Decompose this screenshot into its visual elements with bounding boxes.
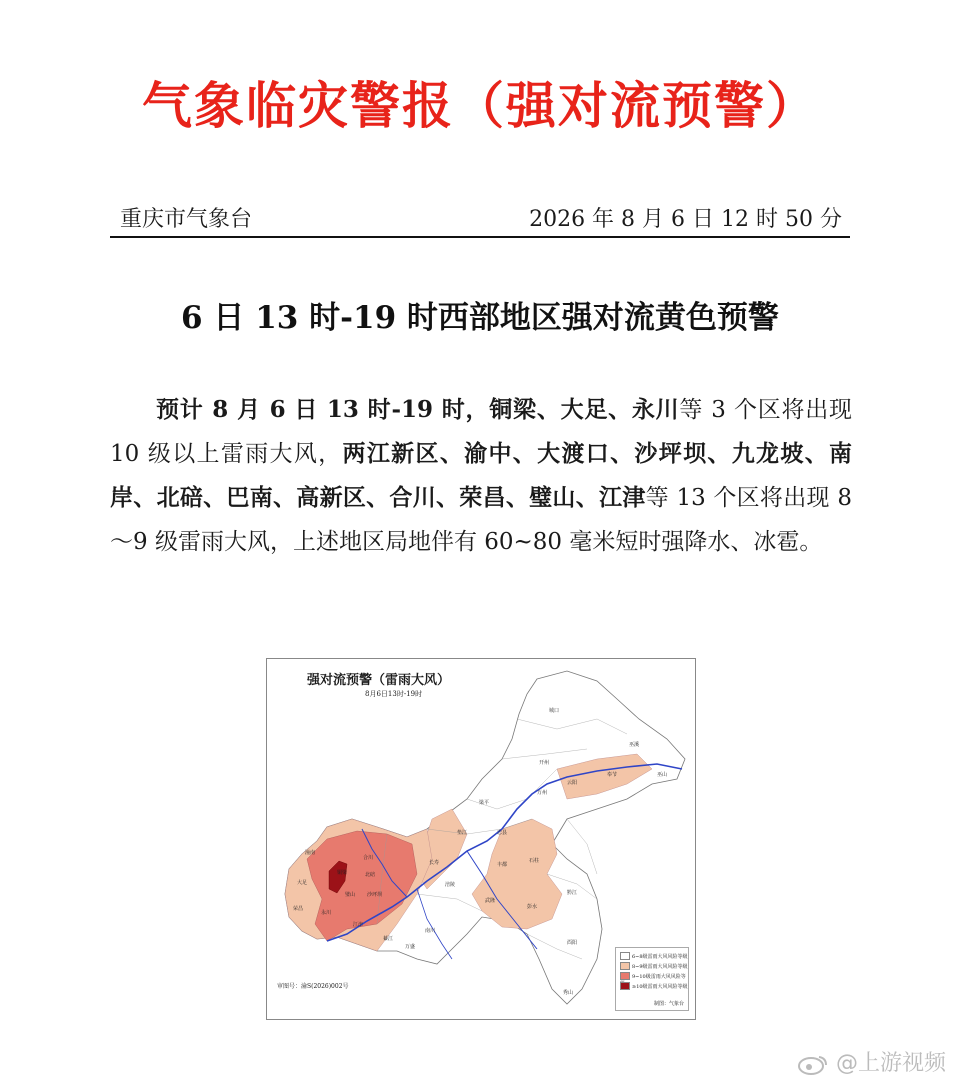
place-label: 涪陵 — [445, 882, 456, 888]
place-label: 垫江 — [457, 830, 468, 836]
place-label: 黔江 — [567, 890, 578, 896]
place-label: 荣昌 — [293, 906, 304, 912]
issue-time: 2026 年 8 月 6 日 12 时 50 分 — [529, 207, 842, 232]
place-label: 万州 — [537, 790, 548, 796]
legend-label: ≥10级雷雨大风风险等级 — [632, 983, 688, 990]
map-credit: 审图号：渝S(2026)002号 — [277, 983, 349, 990]
legend-item — [620, 972, 688, 979]
place-label: 巫山 — [657, 772, 668, 778]
legend-swatch — [620, 982, 630, 990]
place-label: 梁平 — [479, 800, 490, 806]
place-label: 璧山 — [345, 892, 356, 898]
watermark — [797, 1046, 946, 1077]
place-label: 江津 — [353, 922, 364, 928]
legend-swatch — [620, 962, 630, 970]
map-legend — [615, 947, 689, 1011]
legend-swatch — [620, 972, 630, 980]
map-title: 强对流预警（雷雨大风） — [307, 673, 451, 688]
legend-item — [620, 982, 688, 989]
place-label: 巫溪 — [629, 742, 640, 748]
alert-body-span-1: 铜梁、大足、永川 — [489, 396, 680, 423]
alert-body-span-4: 等 13 个区将出现 8～9 级雷雨大风，上述地区局地伴有 60~80 毫米短时强降水、冰雹。 — [110, 485, 853, 555]
legend-item — [620, 952, 688, 959]
issuer: 重庆市气象台 — [120, 207, 253, 232]
place-label: 彭水 — [527, 904, 538, 910]
alert-body — [110, 388, 852, 564]
map-subtitle: 8月6日13时-19时 — [365, 690, 423, 698]
place-label: 潼南 — [305, 850, 316, 856]
legend-label: 6~8级雷雨大风风险等级 — [632, 953, 688, 960]
place-label: 长寿 — [429, 860, 440, 866]
place-label: 云阳 — [567, 780, 578, 786]
issuer-row — [110, 202, 850, 238]
alert-main-title: 气象临灾警报（强对流预警） — [142, 76, 818, 135]
place-label: 永川 — [321, 910, 332, 916]
place-label: 丰都 — [497, 862, 508, 868]
alert-body-span-3: 两江新区、渝中、大渡口、沙坪坝、九龙坡、南岸、北碚、巴南、高新区、合川、荣昌、璧山、江津 — [110, 440, 853, 511]
place-label: 武隆 — [485, 898, 496, 904]
weibo-logo-icon — [797, 1053, 829, 1075]
warning-map — [266, 658, 696, 1020]
place-label: 城口 — [549, 708, 560, 714]
place-label: 石柱 — [529, 858, 540, 864]
legend-item — [620, 962, 688, 969]
legend-label: 8~9级雷雨大风风险等级 — [632, 963, 688, 970]
place-label: 合川 — [363, 855, 374, 861]
place-label: 奉节 — [607, 772, 618, 778]
place-label: 开州 — [539, 760, 550, 766]
place-label: 大足 — [297, 880, 308, 886]
watermark-text: @上游视频 — [835, 1051, 946, 1076]
place-label: 忠县 — [497, 830, 508, 836]
alert-body-span-0: 预计 8 月 6 日 13 时-19 时， — [156, 396, 490, 423]
alert-subtitle: 6 日 13 时-19 时西部地区强对流黄色预警 — [181, 300, 779, 336]
place-label: 北碚 — [365, 872, 376, 878]
alert-body-span-2: 等 3 个区将出现 10 级以上雷雨大风， — [110, 397, 852, 467]
place-label: 沙坪坝 — [367, 892, 383, 898]
place-label: 南川 — [425, 928, 436, 934]
place-label: 酉阳 — [567, 940, 578, 946]
place-label: 綦江 — [383, 936, 394, 942]
map-author: 制图：气象台 — [653, 1001, 684, 1007]
legend-swatch — [620, 952, 630, 960]
place-label: 万盛 — [405, 944, 416, 950]
place-label: 铜梁 — [337, 870, 348, 876]
place-label: 秀山 — [563, 990, 574, 996]
legend-label: 9~10级雷雨大风风险等 — [632, 973, 686, 980]
